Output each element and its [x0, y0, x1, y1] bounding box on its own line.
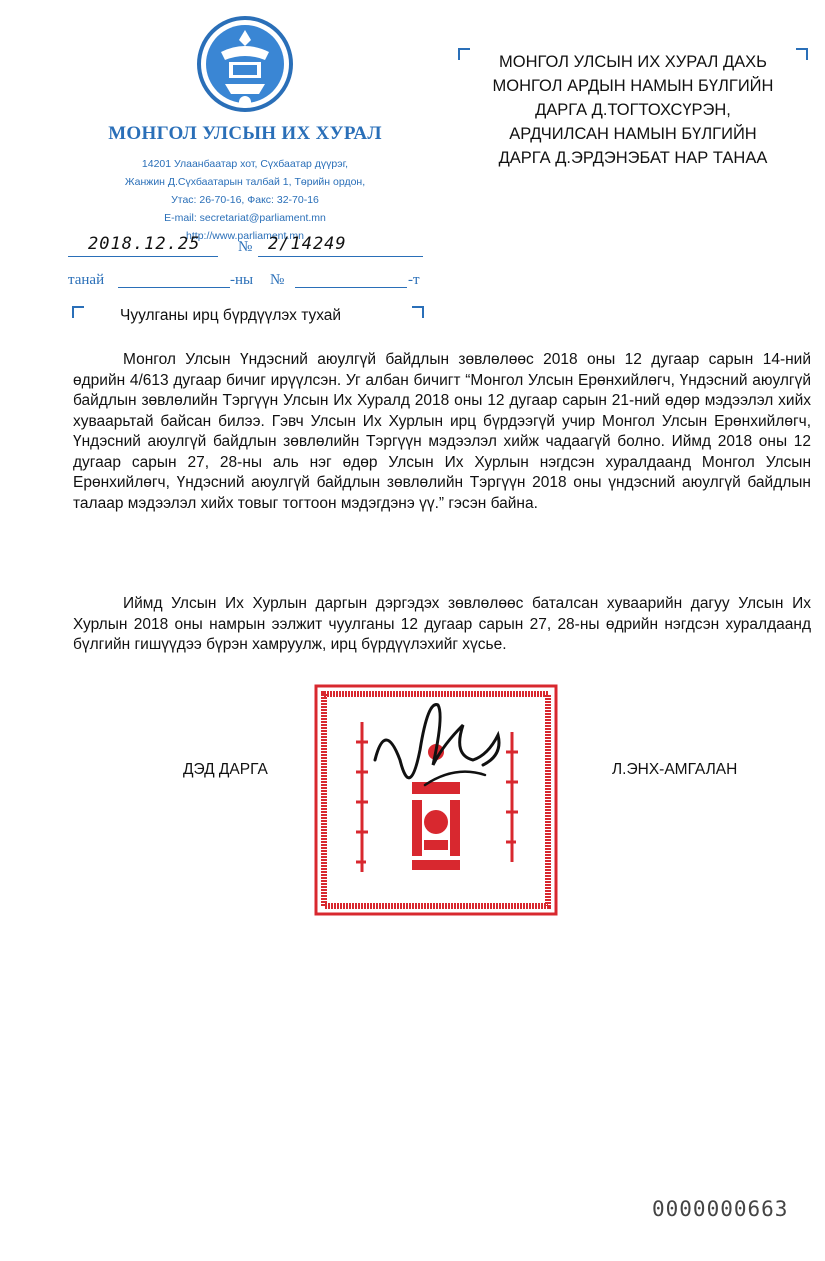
address-line: Жанжин Д.Сүхбаатарын талбай 1, Төрийн ордон,	[124, 176, 366, 188]
signer-title: ДЭД ДАРГА	[183, 761, 268, 778]
recipient-block	[458, 50, 808, 170]
recipient-line: МОНГОЛ АРДЫН НАМЫН БҮЛГИЙН	[492, 77, 774, 95]
ref-suffix: -т	[408, 272, 420, 288]
recipient-line: ДАРГА Д.ТОГТОХСҮРЭН,	[535, 101, 731, 119]
document-date: 2018.12.25	[88, 234, 201, 254]
date-underline	[68, 256, 218, 257]
ref-number-sign: №	[270, 272, 285, 288]
website-line: http://www.parliament.mn	[186, 230, 304, 242]
subject-bracket-right	[412, 306, 424, 318]
ref-mid: -ны	[230, 272, 254, 288]
number-sign: №	[238, 239, 253, 255]
recipient-line: ДАРГА Д.ЭРДЭНЭБАТ НАР ТАНАА	[498, 149, 768, 167]
ref-number-underline	[295, 287, 407, 288]
address-line: 14201 Улаанбаатар хот, Сүхбаатар дүүрэг,	[141, 158, 349, 170]
page-code: 0000000663	[652, 1197, 789, 1221]
signer-name: Л.ЭНХ-АМГАЛАН	[612, 761, 738, 778]
phone-fax-line: Утас: 26-70-16, Факс: 32-70-16	[171, 194, 319, 206]
document-number: 2/14249	[268, 234, 347, 254]
recipient-line: АРДЧИЛСАН НАМЫН БҮЛГИЙН	[509, 125, 757, 143]
ref-date-underline	[118, 287, 230, 288]
handwritten-signature	[355, 690, 525, 820]
state-emblem-icon	[195, 12, 295, 117]
subject-bracket-left	[72, 306, 84, 318]
number-underline	[258, 256, 423, 257]
body-paragraph: Монгол Улсын Үндэсний аюулгүй байдлын зөвлөлөөс 2018 оны 12 дугаар сарын 14-ний өдрийн 4/613 дугаар бичиг ирүүлсэн. Уг албан бичигт “Монгол Улсын Ерөнхийлөгч, Үндэсний аюулгүй байдлын зөвлөлийн Тэргүүн Улсын Их Хуралд 2018 оны 12 дугаар сарын 21-ний өдөр мэдээлэл хийх хуваарьтай байсан билээ. Гэвч Улсын Их Хурлын ирц бүрдээгүй учир Монгол Улсын Ерөнхийлөгч, Үндэсний аюулгүй байдлын зөвлөлийн Тэргүүн мэдээлэл хийж чадаагүй болно. Иймд 2018 оны 12 дугаар сарын 27, 28-ны аль нэг өдөр Улсын Их Хурлын нэгдсэн хуралдаанд Монгол Улсын Ерөнхийлөгч, Үндэсний аюулгүй байдлын зөвлөлийн Тэргүүн 2018 оны үндэсний аюулгүй байдлын талаар мэдээлэл хийх товыг тогтоон мэдэгдэнэ үү.” гэсэн байна.	[73, 351, 811, 512]
org-name: МОНГОЛ УЛСЫН ИХ ХУРАЛ	[108, 123, 382, 144]
subject-line: Чуулганы ирц бүрдүүлэх тухай	[120, 307, 342, 324]
body-paragraph: Иймд Улсын Их Хурлын даргын дэргэдэх зөвлөлөөс баталсан хуваарийн дагуу Улсын Их Хурлын 2018 оны намрын ээлжит чуулганы 12 дугаар сарын 27, 28-ны өдрийн нэгдсэн хуралдаанд бүлгийн гишүүдээ бүрэн хамруулж, ирц бүрдүүлэхийг хүсье.	[73, 595, 811, 653]
ref-prefix: танай	[68, 272, 105, 288]
email-line: E-mail: secretariat@parliament.mn	[164, 212, 326, 224]
recipient-line: МОНГОЛ УЛСЫН ИХ ХУРАЛ ДАХЬ	[499, 53, 767, 71]
